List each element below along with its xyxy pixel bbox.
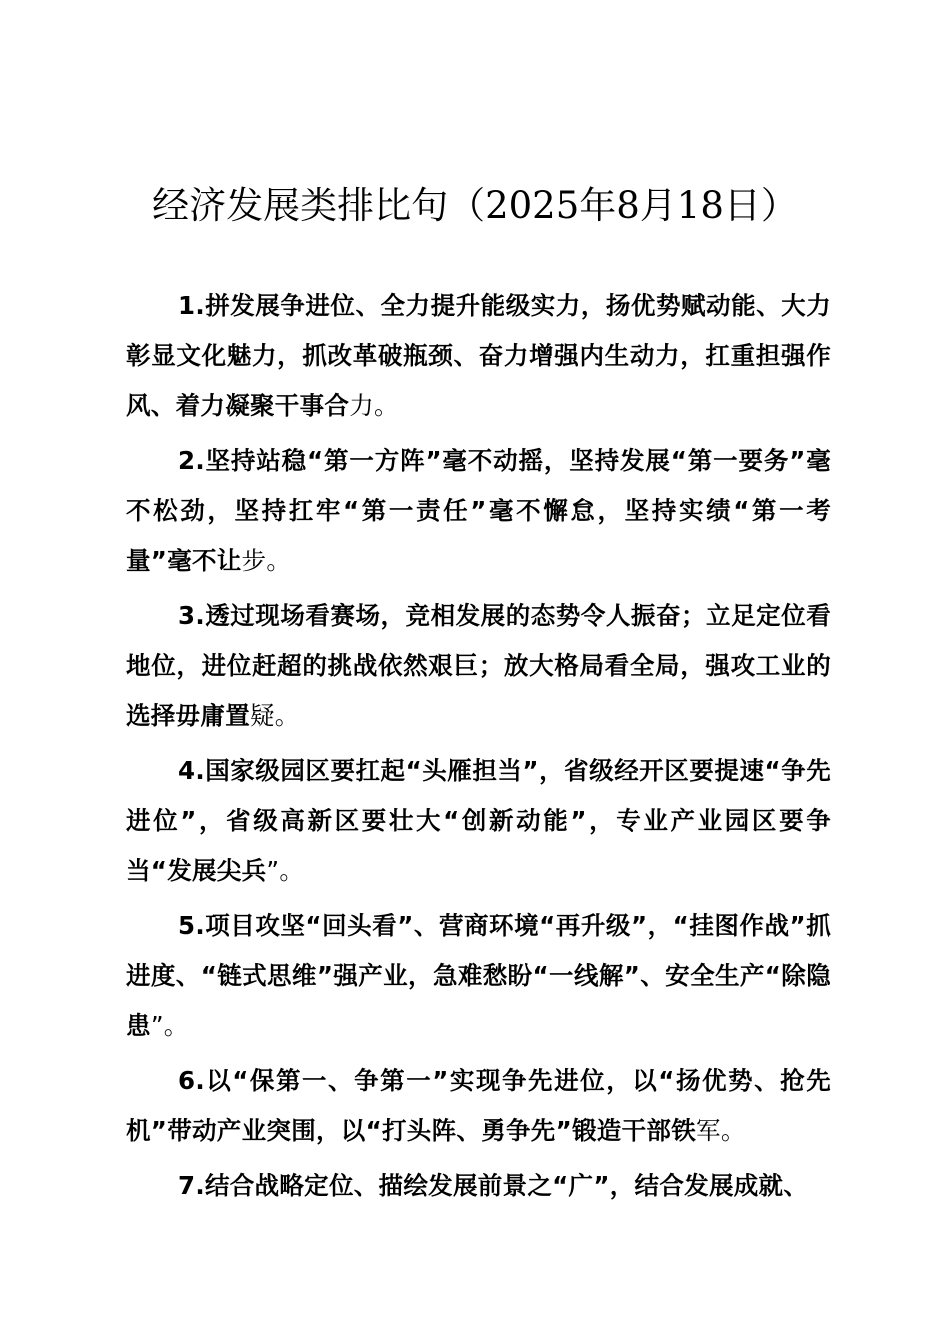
paragraph-1 [126, 281, 831, 431]
document-body [126, 281, 831, 1216]
paragraph-tail: 疑。 [250, 701, 300, 730]
paragraph-text: 2.坚持站稳“第一方阵”毫不动摇，坚持发展“第一要务”毫不松劲，坚持扛牢“第一责任”毫不懈怠，坚持实绩“第一考量”毫不让 [126, 446, 831, 575]
paragraph-5 [126, 901, 831, 1051]
paragraph-tail: ”。 [150, 1011, 189, 1040]
paragraph-3 [126, 591, 831, 741]
paragraph-text: 6.以“保第一、争第一”实现争先进位，以“扬优势、抢先机”带动产业突围，以“打头阵、勇争先”锻造干部铁 [126, 1066, 831, 1145]
paragraph-text: 3.透过现场看赛场，竞相发展的态势令人振奋；立足定位看地位，进位赶超的挑战依然艰巨；放大格局看全局，强攻工业的选择毋庸置 [126, 601, 831, 730]
paragraph-tail: ”。 [266, 856, 305, 885]
paragraph-text: 5.项目攻坚“回头看”、营商环境“再升级”，“挂图作战”抓进度、“链式思维”强产业，急难愁盼“一线解”、安全生产“除隐患 [126, 911, 831, 1040]
paragraph-tail: 力。 [349, 391, 399, 420]
paragraph-text: 4.国家级园区要扛起“头雁担当”，省级经开区要提速“争先进位”，省级高新区要壮大“创新动能”，专业产业园区要争当“发展尖兵 [126, 756, 831, 885]
paragraph-text: 7.结合战略定位、描绘发展前景之“广”，结合发展成就、 [178, 1171, 809, 1200]
paragraph-4 [126, 746, 831, 896]
paragraph-tail: 步。 [241, 546, 292, 575]
paragraph-text: 1.拼发展争进位、全力提升能级实力，扬优势赋动能、大力彰显文化魅力，抓改革破瓶颈、奋力增强内生动力，扛重担强作风、着力凝聚干事合 [126, 291, 831, 420]
paragraph-tail: 军。 [696, 1116, 746, 1145]
paragraph-2 [126, 436, 831, 586]
paragraph-7 [126, 1161, 831, 1211]
document-title: 经济发展类排比句（2025年8月18日） [152, 184, 798, 227]
paragraph-6 [126, 1056, 831, 1156]
